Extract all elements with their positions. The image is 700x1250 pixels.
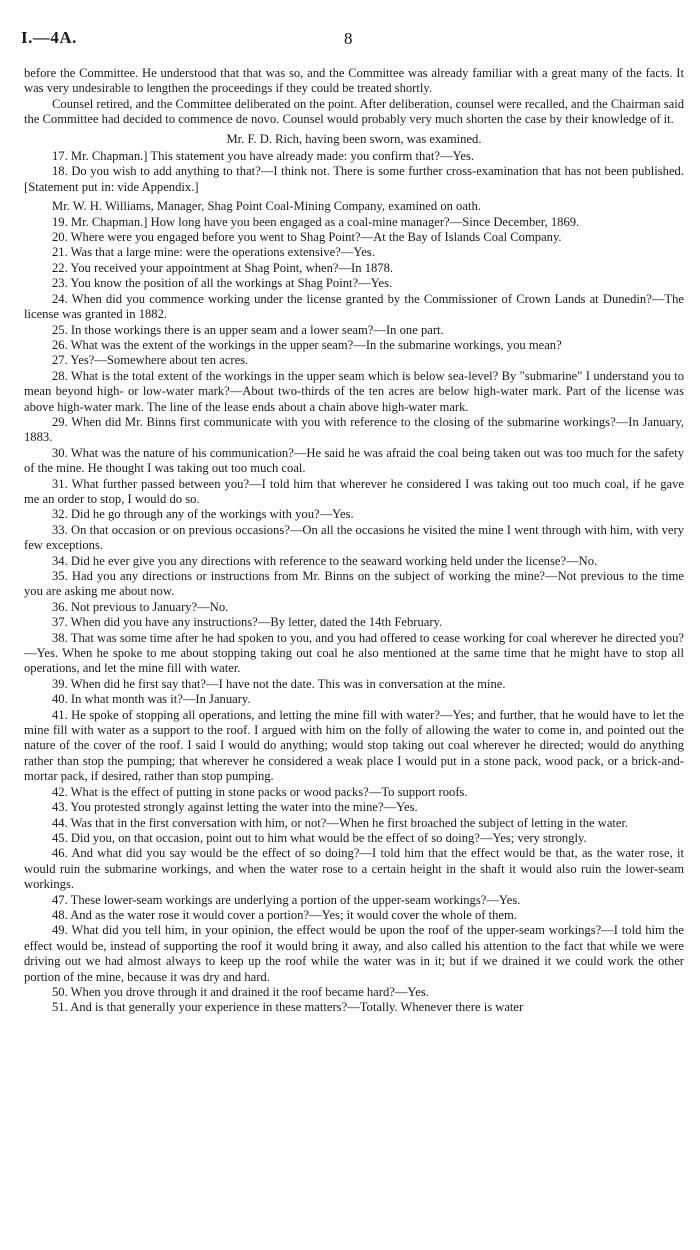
question-answer: 48. And as the water rose it would cover a portion?—Yes; it would cover the whole of them.	[52, 907, 517, 922]
question-answer: 19. Mr. Chapman.] How long have you been engaged as a coal-mine manager?—Since December, 1869.	[52, 214, 580, 229]
witness-heading: Mr. F. D. Rich, having been sworn, was examined.	[226, 131, 482, 146]
paper-reference: I.—4A.	[21, 28, 77, 47]
question-answer: 36. Not previous to January?—No.	[52, 599, 229, 614]
question-answer: 35. Had you any directions or instructions from Mr. Binns on the subject of working the mine?—Not previous to the time you are asking me about now.	[24, 569, 684, 599]
question-answer: 20. Where were you engaged before you went to Shag Point?—At the Bay of Islands Coal Company.	[52, 230, 562, 245]
question-answer: 21. Was that a large mine: were the operations extensive?—Yes.	[52, 245, 375, 260]
paragraph: before the Committee. He understood that that was so, and the Committee was already familiar with a great many of the facts. It was very undesirable to lengthen the proceedings if they could be treated shortly.	[24, 66, 684, 96]
question-answer: 23. You know the position of all the workings at Shag Point?—Yes.	[52, 276, 393, 291]
question-answer: 50. When you drove through it and drained it the roof became hard?—Yes.	[52, 984, 429, 999]
question-answer: 37. When did you have any instructions?—By letter, dated the 14th February.	[52, 615, 443, 630]
question-answer: 47. These lower-seam workings are underlying a portion of the upper-seam workings?—Yes.	[52, 892, 521, 907]
question-answer: 32. Did he go through any of the workings with you?—Yes.	[52, 507, 354, 522]
paragraph: Counsel retired, and the Committee deliberated on the point. After deliberation, counsel were recalled, and the Chairman said the Committee had decided to commence de novo. Counsel would probably very much shorten the case by their knowledge of it.	[24, 96, 684, 127]
question-answer: 29. When did Mr. Binns first communicate with you with reference to the closing of the submarine workings?—In January, 1883.	[24, 414, 684, 445]
examination-list	[24, 215, 684, 1016]
question-answer: 39. When did he first say that?—I have not the date. This was in conversation at the mine.	[52, 676, 506, 691]
witness-heading: Mr. W. H. Williams, Manager, Shag Point Coal-Mining Company, examined on oath.	[52, 199, 481, 214]
question-answer: 33. On that occasion or on previous occasions?—On all the occasions he visited the mine I went through with him, with very few exceptions.	[24, 522, 684, 553]
question-answer: 45. Did you, on that occasion, point out to him what would be the effect of so doing?—Yes; very strongly.	[52, 830, 587, 845]
question-answer: 22. You received your appointment at Shag Point, when?—In 1878.	[52, 260, 394, 275]
question-answer: 40. In what month was it?—In January.	[52, 692, 251, 707]
question-answer: 49. What did you tell him, in your opinion, the effect would be upon the roof of the upper-seam workings?—I told him the effect would be, instead of supporting the roof it would bring it away, and also called his attention to the fact that while we were driving out we had almost always to keep up the roof while the water was in it; but if we drained it we could work the other portion of the mine, because it was dry and hard.	[24, 923, 684, 984]
question-answer: 41. He spoke of stopping all operations, and letting the mine fill with water?—Yes; and further, that he would have to let the mine fill with water as a support to the roof. I argued with him on the folly of allowing the water to come in, and pointed out the nature of the cover of the roof. I said I would do anything; would stop taking out coal wherever he directed; would do anything rather than stop the pumping; that wherever he considered a weak place I would put in a stone pack, wood pack, or a brick-and-mortar pack, if desired, rather than stop pumping.	[24, 707, 684, 784]
page-number: 8	[344, 29, 353, 48]
question-answer: 38. That was some time after he had spoken to you, and you had offered to cease working for coal wherever he directed you?—Yes. When he spoke to me about stopping taking out coal he also mentioned at the same time that he might have to stop all operations, and let the mine fill with water.	[24, 630, 684, 676]
question-answer: 44. Was that in the first conversation with him, or not?—When he first broached the subject of letting in the water.	[52, 815, 629, 830]
question-answer: 34. Did he ever give you any directions with reference to the seaward working held under the license?—No.	[52, 553, 598, 568]
question-answer: 27. Yes?—Somewhere about ten acres.	[52, 353, 249, 368]
question-answer: 51. And is that generally your experience in these matters?—Totally. Whenever there is water	[52, 1000, 524, 1015]
question-answer: 43. You protested strongly against letting the water into the mine?—Yes.	[52, 800, 418, 815]
question-answer: 18. Do you wish to add anything to that?—I think not. There is some further cross-examination that has not been published. [Statement put in: vide Appendix.]	[24, 164, 684, 194]
question-answer: 31. What further passed between you?—I told him that wherever he considered I was taking out too much coal, if he gave me an order to stop, I would do so.	[24, 476, 684, 506]
question-answer: 17. Mr. Chapman.] This statement you have already made: you confirm that?—Yes.	[52, 149, 475, 164]
question-answer: 25. In those workings there is an upper seam and a lower seam?—In one part.	[52, 322, 444, 337]
question-answer: 24. When did you commence working under the license granted by the Commissioner of Crown Lands at Dunedin?—The license was granted in 1882.	[24, 291, 684, 322]
document-body	[24, 66, 684, 1016]
question-answer: 42. What is the effect of putting in stone packs or wood packs?—To support roofs.	[52, 784, 468, 799]
question-answer: 26. What was the extent of the workings in the upper seam?—In the submarine workings, you mean?	[52, 337, 562, 352]
question-answer: 46. And what did you say would be the effect of so doing?—I told him that the effect would be that, as the water rose, it would ruin the submarine workings, and when the water rose to a certain height in the shaft it would also ruin the lower-seam workings.	[24, 846, 684, 892]
question-answer: 30. What was the nature of his communication?—He said he was afraid the coal being taken out was too much for the safety of the mine. He thought I was taking out too much coal.	[24, 445, 684, 476]
question-answer: 28. What is the total extent of the workings in the upper seam which is below sea-level? By "submarine" I understand you to mean beyond high- or low-water mark?—About two-thirds of the ten acres are below high-water mark. Part of the license was above high-water mark. The line of the lease ends about a chain above high-water mark.	[24, 368, 684, 414]
